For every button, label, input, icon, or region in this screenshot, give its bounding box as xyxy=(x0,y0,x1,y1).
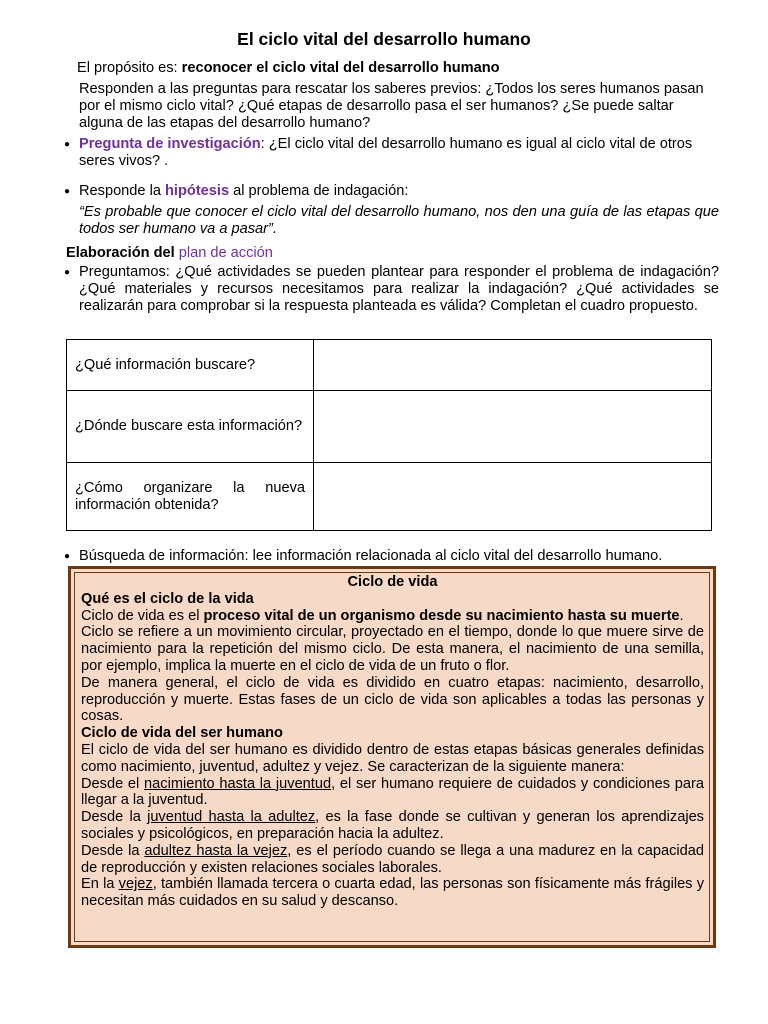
plan-prefix: Elaboración del xyxy=(66,245,179,261)
table-answer-cell[interactable] xyxy=(314,340,712,391)
stage-paragraph xyxy=(81,776,704,810)
p1-bold: proceso vital de un organismo desde su nacimiento hasta su muerte xyxy=(203,607,680,624)
info-paragraph: Ciclo se refiere a un movimiento circular, proyectado en el tiempo, donde lo que muere sirve de nacimiento para la repetición del mismo ciclo. De esta manera, el nacimiento de una semilla, por ejemplo, implica la muerte en el ciclo de vida de un fruto o flor. xyxy=(81,624,704,674)
stage-underline: juventud hasta la adultez xyxy=(147,809,316,826)
info-heading: Qué es el ciclo de la vida xyxy=(81,590,254,607)
table-answer-cell[interactable] xyxy=(314,463,712,531)
plan-label: plan de acción xyxy=(178,245,273,261)
investigation-text: : ¿El ciclo vital del desarrollo humano es igual al ciclo vital de otros seres vivos? . xyxy=(79,136,693,169)
hypothesis-label: hipótesis xyxy=(165,183,230,199)
table-row xyxy=(67,340,712,391)
p1-prefix: Ciclo de vida es el xyxy=(81,607,204,624)
stage-prefix: Desde la xyxy=(81,809,148,826)
stage-suffix: , es la fase donde se cultivan y generan los aprendizajes sociales y psicológicos, en preparación hacia la adultez. xyxy=(81,809,704,842)
stage-suffix: , es el período cuando se llega a una madurez en la capacidad de reproducción y existen relaciones sociales laborales. xyxy=(81,842,704,876)
intro-paragraph: Responden a las preguntas para rescatar los saberes previos: ¿Todos los seres humanos pasan por el mismo ciclo vital? ¿Qué etapas de desarrollo pasa el ser humanos? ¿Se puede saltar alguna de las etapas del desarrollo humano? xyxy=(79,81,704,131)
hypothesis-quote: “Es probable que conocer el ciclo vital del desarrollo humano, nos den una guía de las etapas que todos ser humano va a pasar”. xyxy=(79,204,719,237)
table-answer-cell[interactable] xyxy=(314,391,712,463)
table-question: ¿Cómo organizare la nueva información obtenida? xyxy=(67,463,314,531)
table-question: ¿Qué información buscare? xyxy=(67,340,314,391)
purpose-prefix: El propósito es: xyxy=(77,60,182,76)
purpose-line xyxy=(77,60,500,77)
table-question: ¿Dónde buscare esta información? xyxy=(67,391,314,463)
investigation-question xyxy=(79,136,719,170)
stage-paragraph xyxy=(81,843,704,877)
stage-paragraph xyxy=(81,876,704,910)
page-title: El ciclo vital del desarrollo humano xyxy=(237,29,531,49)
stage-suffix: , también llamada tercera o cuarta edad, las personas son físicamente más frágiles y necesitan más cuidados en su salud y descanso. xyxy=(81,876,704,910)
info-box xyxy=(68,566,716,948)
bullet-icon: ● xyxy=(64,186,71,197)
bullet-icon: ● xyxy=(64,267,71,278)
stage-underline: adultez hasta la vejez xyxy=(144,842,288,859)
search-instruction: Búsqueda de información: lee información relacionada al ciclo vital del desarrollo humano. xyxy=(79,548,663,564)
table-row xyxy=(67,391,712,463)
stage-prefix: Desde el xyxy=(81,775,145,792)
hypothesis-prefix: Responde la xyxy=(79,183,166,199)
stage-paragraph xyxy=(81,809,704,843)
stage-prefix: Desde la xyxy=(81,842,145,859)
bullet-icon: ● xyxy=(64,139,71,150)
info-box-title: Ciclo de vida xyxy=(347,574,438,590)
info-box-inner xyxy=(74,572,710,942)
hypothesis-line xyxy=(79,183,719,200)
purpose-text: reconocer el ciclo vital del desarrollo humano xyxy=(181,60,500,76)
hypothesis-suffix: al problema de indagación: xyxy=(229,183,409,199)
stage-underline: nacimiento hasta la juventud xyxy=(144,775,332,792)
info-paragraph: De manera general, el ciclo de vida es dividido en cuatro etapas: nacimiento, desarrollo, reproducción y muerte. Estas fases de un ciclo de vida son aplicables a todas las personas y cosas. xyxy=(81,674,704,725)
stage-underline: vejez xyxy=(118,876,153,893)
investigation-label: Pregunta de investigación xyxy=(79,136,261,152)
plan-table xyxy=(66,339,712,531)
p1-suffix: . xyxy=(679,607,684,624)
ask-paragraph: Preguntamos: ¿Qué actividades se pueden plantear para responder el problema de indagación? ¿Qué materiales y recursos necesitamos para realizar la indagación? ¿Qué actividades se realizarán para comprobar si la respuesta planteada es válida? Completan el cuadro propuesto. xyxy=(79,264,719,314)
stage-prefix: En la xyxy=(81,876,119,893)
info-paragraph xyxy=(81,608,704,625)
stage-suffix: , el ser humano requiere de cuidados y condiciones para llegar a la juventud. xyxy=(81,775,704,809)
info-paragraph: El ciclo de vida del ser humano es dividido dentro de estas etapas básicas generales definidas como nacimiento, juventud, adultez y vejez. Se caracterizan de la siguiente manera: xyxy=(81,741,704,775)
plan-heading xyxy=(66,245,273,262)
table-row xyxy=(67,463,712,531)
info-heading: Ciclo de vida del ser humano xyxy=(81,725,283,742)
bullet-icon: ● xyxy=(64,551,71,562)
